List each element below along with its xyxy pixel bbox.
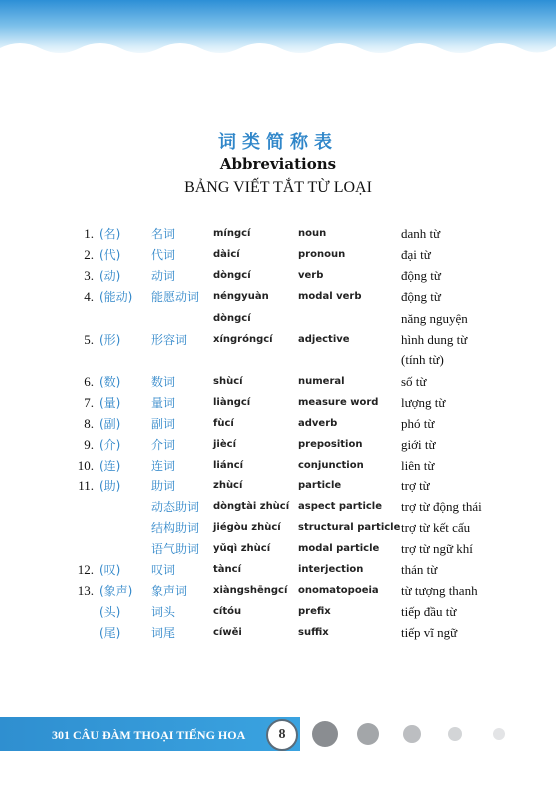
- row-abbreviation: (尾): [99, 626, 121, 640]
- table-row: [0, 456, 556, 476]
- row-vietnamese: trợ từ ngữ khí: [401, 541, 473, 556]
- row-abbreviation: (名): [99, 227, 121, 241]
- footer-book-title: 301 CÂU ĐÀM THOẠI TIẾNG HOA: [52, 728, 246, 742]
- row-english: adjective: [298, 334, 350, 345]
- row-pinyin: jiégòu zhùcí: [213, 522, 281, 533]
- row-number: 2.: [84, 247, 94, 262]
- table-row: [0, 266, 556, 286]
- row-english: aspect particle: [298, 501, 383, 512]
- row-abbreviation: (量): [99, 396, 121, 410]
- title-chinese: 词类简称表: [218, 132, 338, 153]
- row-pinyin: jiècí: [213, 439, 236, 450]
- row-pinyin: zhùcí: [213, 480, 243, 491]
- table-row: [0, 497, 556, 517]
- row-number: 12.: [77, 562, 94, 577]
- table-row: [0, 539, 556, 559]
- row-vietnamese: lượng từ: [401, 395, 446, 410]
- row-abbreviation: (能动): [99, 290, 133, 304]
- row-vietnamese: danh từ: [401, 226, 441, 241]
- row-pinyin: xiàngshēngcí: [213, 585, 288, 596]
- row-vietnamese: trợ từ kết cấu: [401, 520, 471, 535]
- row-abbreviation: (动): [99, 269, 121, 283]
- row-abbreviation: (数): [99, 375, 121, 389]
- table-row: [0, 245, 556, 265]
- row-english: particle: [298, 480, 342, 491]
- row-number: 9.: [84, 437, 94, 452]
- decorative-dot: [448, 727, 462, 741]
- row-vietnamese: giới từ: [401, 437, 436, 452]
- row-chinese-term: 连词: [151, 459, 176, 473]
- title-vietnamese: BẢNG VIẾT TẮT TỪ LOẠI: [184, 179, 372, 196]
- row-english: numeral: [298, 376, 345, 387]
- decorative-dot: [403, 725, 421, 743]
- table-row: [0, 414, 556, 434]
- table-row: [0, 435, 556, 455]
- row-pinyin: cítóu: [213, 606, 242, 617]
- table-row: [0, 560, 556, 580]
- row-chinese-term: 副词: [151, 417, 176, 431]
- row-vietnamese: trợ từ: [401, 478, 430, 493]
- row-chinese-term: 助词: [151, 479, 176, 493]
- title-english: Abbreviations: [219, 155, 337, 173]
- table-row: [0, 623, 556, 643]
- row-vietnamese: trợ từ động thái: [401, 499, 482, 514]
- table-row: [0, 350, 556, 370]
- decorative-dot: [312, 721, 338, 747]
- row-abbreviation: (助): [99, 479, 121, 493]
- row-pinyin: liàngcí: [213, 397, 251, 408]
- row-chinese-term: 词尾: [151, 626, 176, 640]
- row-number: 11.: [78, 478, 94, 493]
- row-english: adverb: [298, 418, 338, 429]
- row-pinyin: fùcí: [213, 418, 234, 429]
- row-abbreviation: (介): [99, 438, 121, 452]
- row-pinyin: dòngcí: [213, 313, 251, 324]
- row-chinese-term: 名词: [151, 227, 176, 241]
- table-row: [0, 581, 556, 601]
- row-pinyin: dòngtài zhùcí: [213, 501, 290, 512]
- row-abbreviation: (副): [99, 417, 121, 431]
- table-row: [0, 476, 556, 496]
- row-abbreviation: (叹): [99, 563, 121, 577]
- row-vietnamese: năng nguyện: [401, 311, 468, 326]
- row-number: 10.: [77, 458, 94, 473]
- row-number: 5.: [84, 332, 94, 347]
- row-abbreviation: (头): [99, 605, 121, 619]
- row-vietnamese: (tính từ): [401, 352, 444, 367]
- row-vietnamese: từ tượng thanh: [401, 583, 478, 598]
- row-chinese-term: 象声词: [151, 584, 188, 598]
- row-pinyin: dòngcí: [213, 270, 251, 281]
- row-chinese-term: 介词: [151, 438, 176, 452]
- row-pinyin: dàicí: [213, 249, 240, 260]
- row-chinese-term: 动词: [151, 269, 176, 283]
- table-row: [0, 309, 556, 329]
- row-english: conjunction: [298, 460, 364, 471]
- row-number: 13.: [77, 583, 94, 598]
- table-row: [0, 393, 556, 413]
- row-pinyin: yǔqì zhùcí: [213, 543, 271, 554]
- row-english: pronoun: [298, 249, 346, 260]
- page-number: 8: [266, 719, 298, 751]
- row-chinese-term: 数词: [151, 375, 176, 389]
- table-row: [0, 372, 556, 392]
- row-abbreviation: (形): [99, 333, 121, 347]
- row-number: 6.: [84, 374, 94, 389]
- row-vietnamese: thán từ: [401, 562, 438, 577]
- row-pinyin: néngyuàn: [213, 291, 269, 302]
- decorative-dot: [357, 723, 379, 745]
- row-number: 8.: [84, 416, 94, 431]
- row-vietnamese: phó từ: [401, 416, 435, 431]
- row-chinese-term: 能愿动词: [151, 290, 200, 304]
- row-english: structural particle: [298, 522, 401, 533]
- row-chinese-term: 代词: [151, 248, 176, 262]
- row-chinese-term: 语气助词: [151, 542, 200, 556]
- row-english: prefix: [298, 606, 331, 617]
- table-row: [0, 602, 556, 622]
- table-row: [0, 224, 556, 244]
- row-pinyin: xíngróngcí: [213, 334, 273, 345]
- row-pinyin: shùcí: [213, 376, 243, 387]
- row-number: 1.: [84, 226, 94, 241]
- row-abbreviation: (象声): [99, 584, 133, 598]
- table-row: [0, 330, 556, 350]
- row-pinyin: liáncí: [213, 460, 244, 471]
- row-chinese-term: 量词: [151, 396, 176, 410]
- row-chinese-term: 形容词: [151, 333, 188, 347]
- row-abbreviation: (代): [99, 248, 121, 262]
- row-chinese-term: 叹词: [151, 563, 176, 577]
- row-number: 4.: [84, 289, 94, 304]
- row-number: 7.: [84, 395, 94, 410]
- row-vietnamese: số từ: [401, 374, 427, 389]
- row-english: preposition: [298, 439, 363, 450]
- row-vietnamese: liên từ: [401, 458, 435, 473]
- row-chinese-term: 结构助词: [151, 521, 200, 535]
- row-vietnamese: tiếp vĩ ngữ: [401, 625, 458, 640]
- row-english: noun: [298, 228, 327, 239]
- row-pinyin: míngcí: [213, 228, 251, 239]
- table-row: [0, 518, 556, 538]
- row-chinese-term: 动态助词: [151, 500, 200, 514]
- row-number: 3.: [84, 268, 94, 283]
- row-vietnamese: động từ: [401, 268, 441, 283]
- row-english: measure word: [298, 397, 379, 408]
- row-vietnamese: đại từ: [401, 247, 431, 262]
- row-vietnamese: hình dung từ: [401, 332, 468, 347]
- row-english: interjection: [298, 564, 364, 575]
- row-vietnamese: động từ: [401, 289, 441, 304]
- decorative-dot: [493, 728, 505, 740]
- row-english: verb: [298, 270, 324, 281]
- table-row: [0, 287, 556, 307]
- row-pinyin: cíwěi: [213, 627, 242, 638]
- row-pinyin: tàncí: [213, 564, 242, 575]
- row-english: onomatopoeia: [298, 585, 379, 596]
- row-english: modal verb: [298, 291, 362, 302]
- row-vietnamese: tiếp đầu từ: [401, 604, 457, 619]
- row-english: modal particle: [298, 543, 380, 554]
- row-english: suffix: [298, 627, 329, 638]
- row-chinese-term: 词头: [151, 605, 176, 619]
- row-abbreviation: (连): [99, 459, 121, 473]
